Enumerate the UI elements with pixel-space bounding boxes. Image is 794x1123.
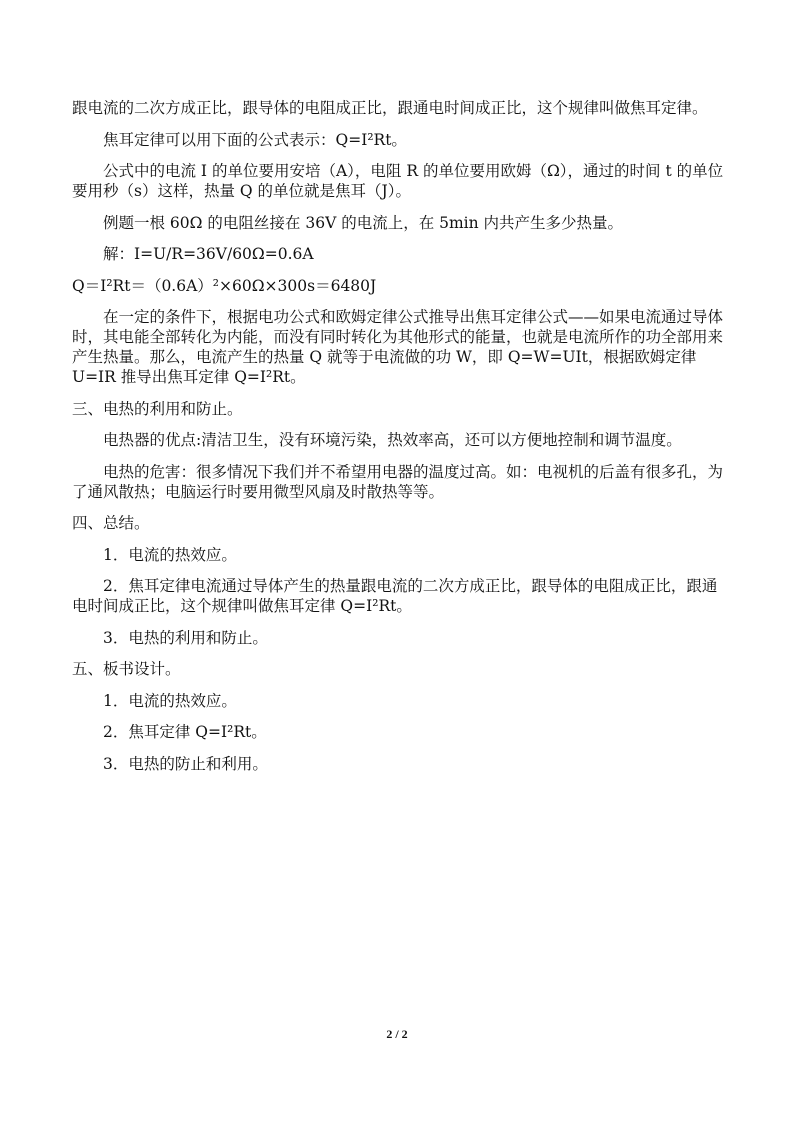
- board-item-3: 3．电热的防止和利用。: [103, 754, 268, 773]
- summary-item-1: 1．电流的热效应。: [103, 545, 237, 564]
- paragraph-example: 例题一根 60Ω 的电阻丝接在 36V 的电流上，在 5min 内共产生多少热量。: [103, 213, 624, 232]
- section-heading-3: 三、电热的利用和防止。: [72, 399, 243, 418]
- document-body: [72, 98, 724, 785]
- paragraph-joule-law-end: 跟电流的二次方成正比，跟导体的电阻成正比，跟通电时间成正比，这个规律叫做焦耳定律。: [72, 99, 708, 117]
- paragraph-units: 公式中的电流 I 的单位要用安培（A），电阻 R 的单位要用欧姆（Ω），通过的时间 t 的单位要用秒（s）这样，热量 Q 的单位就是焦耳（J）。: [72, 162, 724, 200]
- paragraph-solution-heat: Q＝I²Rt＝（0.6A）²×60Ω×300s＝6480J: [72, 276, 377, 295]
- section-heading-4: 四、总结。: [72, 514, 150, 532]
- board-item-2: 2．焦耳定律 Q=I²Rt。: [103, 723, 267, 741]
- paragraph-heat-hazards: 电热的危害：很多情况下我们并不希望用电器的温度过高。如：电视机的后盖有很多孔，为了通风散热；电脑运行时要用微型风扇及时散热等等。: [72, 462, 724, 501]
- paragraph-heater-advantages: 电热器的优点:清洁卫生，没有环境污染，热效率高，还可以方便地控制和调节温度。: [103, 431, 682, 449]
- summary-item-2: 2．焦耳定律电流通过导体产生的热量跟电流的二次方成正比，跟导体的电阻成正比，跟通电时间成正比，这个规律叫做焦耳定律 Q=I²Rt。: [72, 577, 718, 615]
- summary-item-3: 3．电热的利用和防止。: [103, 628, 268, 647]
- section-heading-5: 五、板书设计。: [72, 660, 181, 678]
- paragraph-joule-formula: 焦耳定律可以用下面的公式表示：Q=I²Rt。: [103, 130, 407, 149]
- paragraph-derivation: 在一定的条件下，根据电功公式和欧姆定律公式推导出焦耳定律公式——如果电流通过导体时，其电能全部转化为内能，而没有同时转化为其他形式的能量，也就是电流所作的功全部用来产生热量。那么，电流产生的热量 Q 就等于电流做的功 W，即 Q=W=UIt，根据欧姆定律 U=IR 推导出焦耳定律 Q=I²Rt。: [72, 308, 724, 386]
- paragraph-solution-current: 解：I=U/R=36V/60Ω=0.6A: [103, 245, 314, 263]
- page-number: 2 / 2: [386, 1027, 408, 1041]
- board-item-1: 1．电流的热效应。: [103, 691, 237, 710]
